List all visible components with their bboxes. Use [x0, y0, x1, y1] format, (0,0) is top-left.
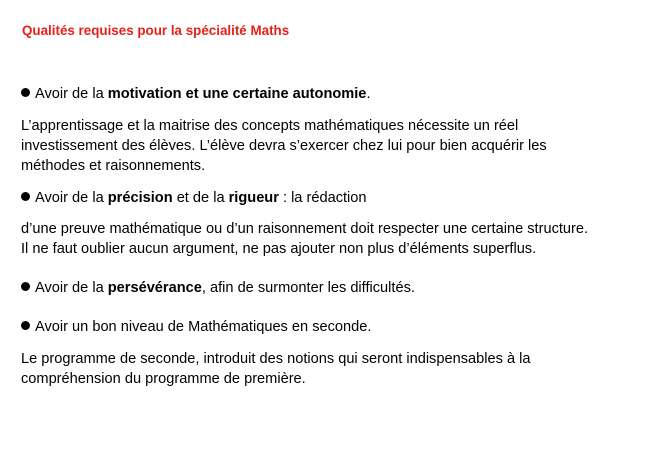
bullet-text: Avoir un bon niveau de Mathématiques en seconde.	[35, 319, 372, 335]
bullet-text-bold: rigueur	[228, 190, 279, 206]
paragraph-line: L’apprentissage et la maitrise des concepts mathématiques nécessite un réel	[21, 118, 519, 134]
paragraph-line: compréhension du programme de première.	[21, 371, 306, 387]
page-title: Qualités requises pour la spécialité Maths	[22, 23, 290, 38]
paragraph-line: investissement des élèves. L’élève devra s’exercer chez lui pour bien acquérir les	[21, 138, 547, 154]
paragraph-line: Il ne faut oublier aucun argument, ne pas ajouter non plus d’éléments superflus.	[21, 241, 537, 257]
bullet-text-post: .	[366, 86, 371, 102]
bullet-dot-icon	[21, 88, 30, 97]
bullet-text-pre: Avoir de la	[35, 280, 108, 296]
paragraph-precision	[21, 219, 661, 259]
bullet-text-bold: persévérance	[107, 280, 202, 296]
paragraph-niveau	[21, 349, 661, 389]
bullet-precision	[21, 189, 367, 207]
paragraph-line: d’une preuve mathématique ou d’un raisonnement doit respecter une certaine structure.	[21, 221, 589, 237]
bullet-text-pre: Avoir de la	[35, 86, 108, 102]
paragraph-motivation	[21, 116, 661, 176]
bullet-text-post: : la rédaction	[278, 190, 367, 206]
bullet-dot-icon	[21, 321, 30, 330]
bullet-text-pre: Avoir de la	[35, 190, 108, 206]
bullet-text-post: , afin de surmonter les difficultés.	[201, 280, 415, 296]
paragraph-line: méthodes et raisonnements.	[21, 158, 206, 174]
bullet-text-bold: motivation et une certaine autonomie	[107, 86, 367, 102]
bullet-dot-icon	[21, 192, 30, 201]
bullet-perseverance	[21, 279, 415, 297]
bullet-text-bold: précision	[107, 190, 173, 206]
bullet-dot-icon	[21, 282, 30, 291]
bullet-text-mid: et de la	[172, 190, 229, 206]
bullet-motivation	[21, 85, 371, 103]
paragraph-line: Le programme de seconde, introduit des notions qui seront indispensables à la	[21, 351, 531, 367]
bullet-niveau	[21, 318, 371, 336]
